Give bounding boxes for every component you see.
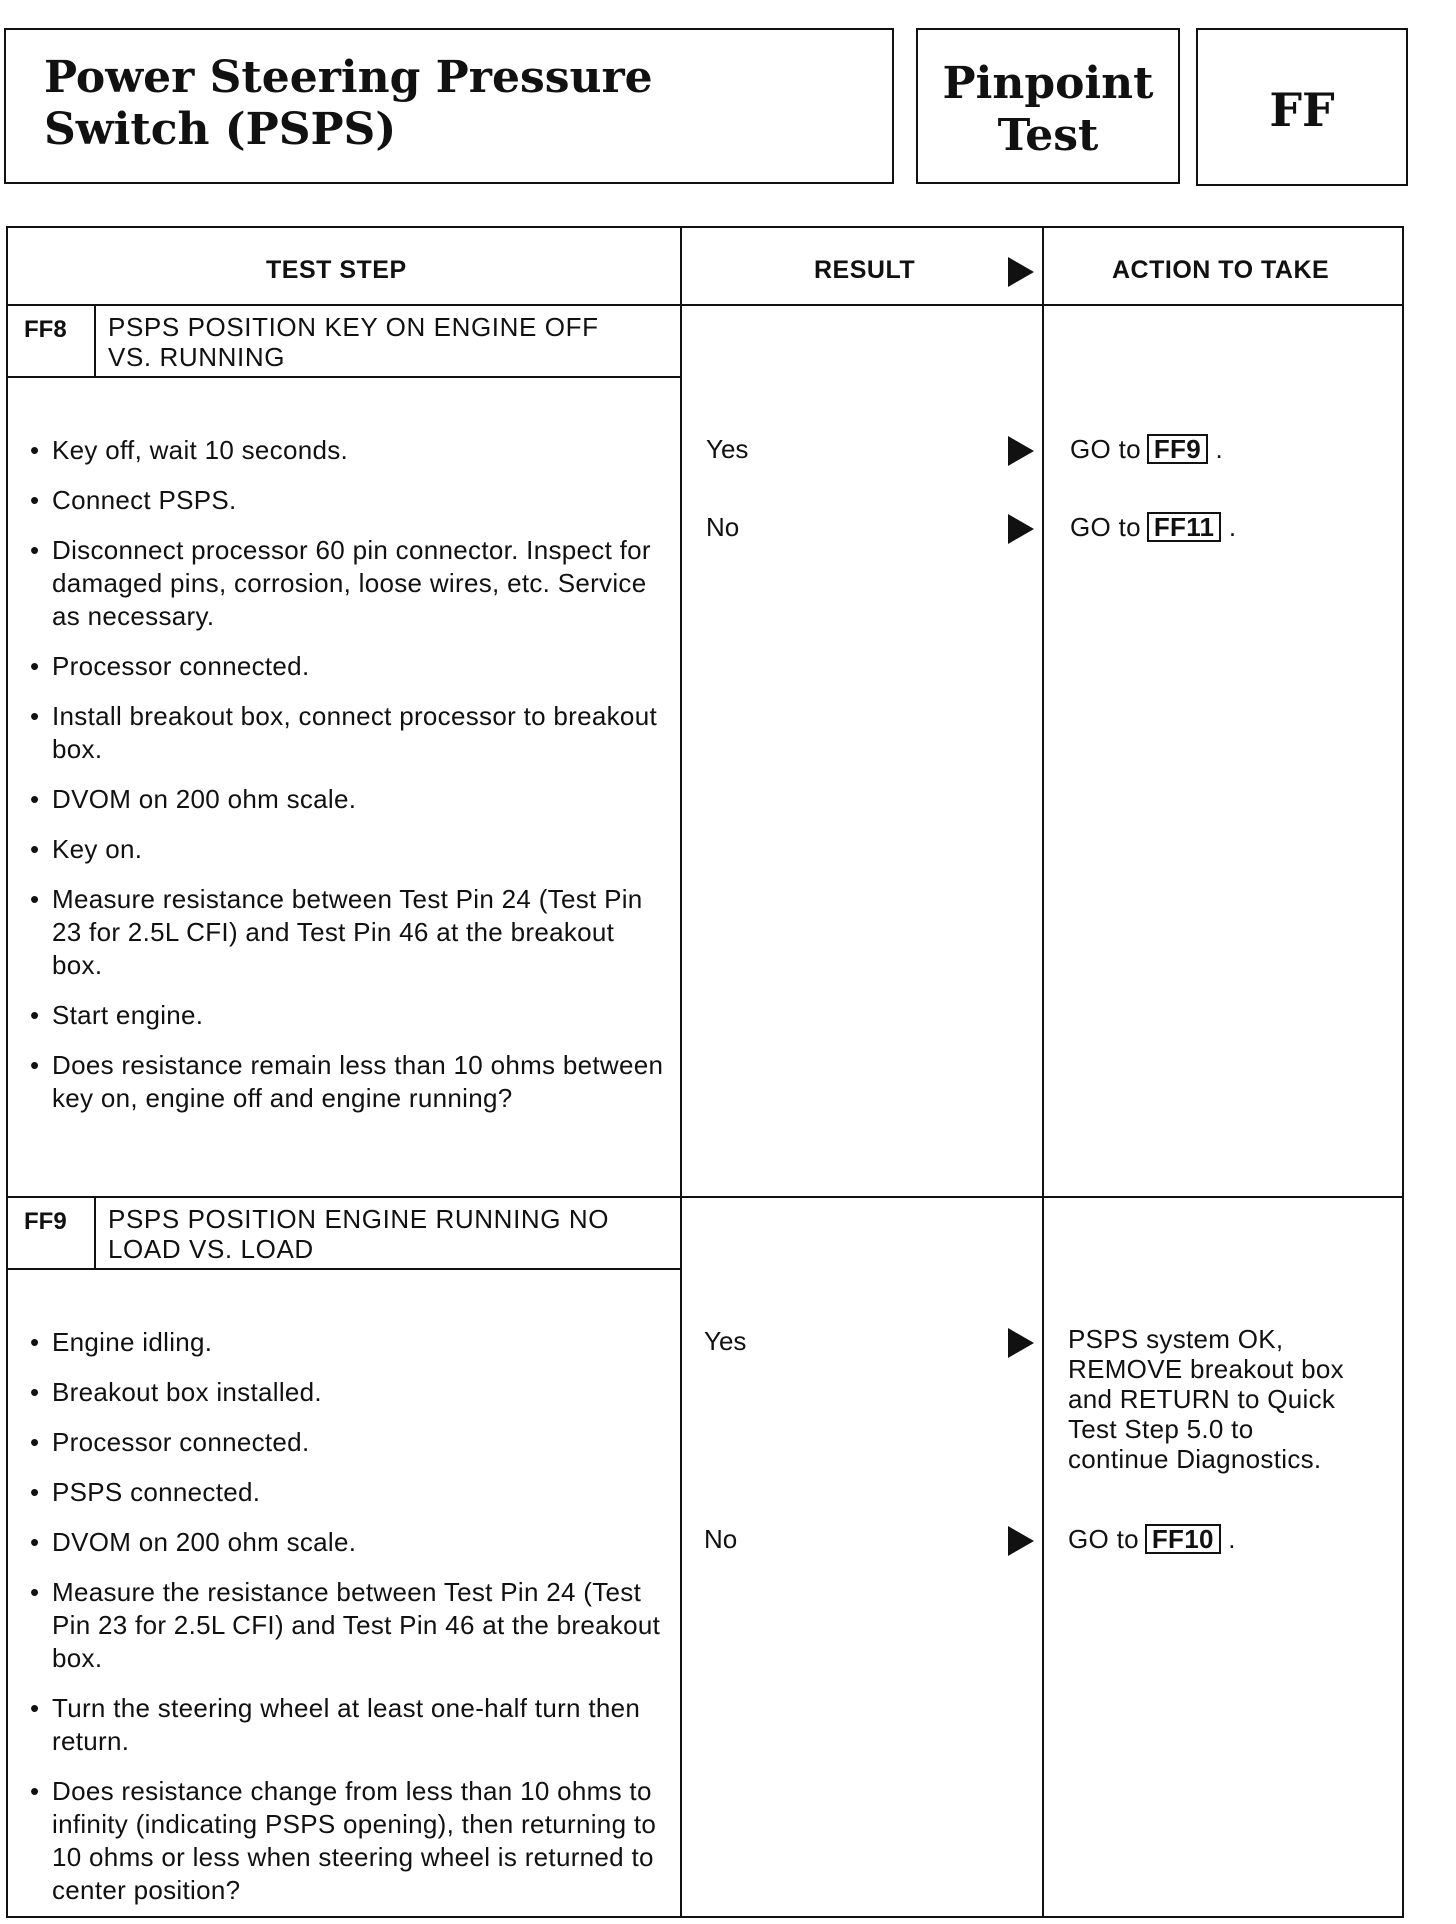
- step-id: FF8: [8, 306, 96, 378]
- step-title-line1: PSPS POSITION KEY ON ENGINE OFF: [108, 312, 599, 342]
- action-go-to: [1070, 434, 1223, 464]
- action-text: [1068, 1324, 1344, 1474]
- step-instructions: [28, 434, 668, 1132]
- step-reference-link[interactable]: FF9: [1147, 434, 1208, 464]
- test-type-box: [916, 28, 1180, 184]
- instruction-item: • Measure resistance between Test Pin 24 (Test Pin 23 for 2.5L CFI) and Test Pin 46 at the breakout box.: [28, 883, 668, 982]
- step-reference-link[interactable]: FF11: [1147, 512, 1221, 542]
- column-divider-action: [1042, 228, 1044, 1916]
- instruction-item: • Engine idling.: [28, 1326, 668, 1359]
- step-title-line1: PSPS POSITION ENGINE RUNNING NO: [108, 1204, 610, 1234]
- instruction-item: • Does resistance remain less than 10 ohms between key on, engine off and engine running?: [28, 1049, 668, 1115]
- result-no: No: [706, 512, 740, 542]
- action-text-line: and RETURN to Quick: [1068, 1384, 1336, 1414]
- test-type-line2: Test: [997, 110, 1099, 161]
- test-code-box: [1196, 28, 1408, 186]
- instruction-item: • Disconnect processor 60 pin connector. Inspect for damaged pins, corrosion, loose wires, etc. Service as necessary.: [28, 534, 668, 633]
- result-arrow-icon: [1008, 1328, 1034, 1358]
- result-yes: Yes: [704, 1326, 747, 1356]
- instruction-item: • Turn the steering wheel at least one-half turn then return.: [28, 1692, 668, 1758]
- instruction-item: • Connect PSPS.: [28, 484, 668, 517]
- instruction-item: • Does resistance change from less than 10 ohms to infinity (indicating PSPS opening), then returning to 10 ohms or less when steering wheel is returned to center position?: [28, 1775, 668, 1907]
- instruction-item: • PSPS connected.: [28, 1476, 668, 1509]
- column-header-action: ACTION TO TAKE: [1112, 256, 1330, 284]
- step-title-line2: VS. RUNNING: [108, 342, 286, 372]
- step-title: [108, 1204, 668, 1264]
- instruction-item: • Processor connected.: [28, 650, 668, 683]
- instruction-item: • Start engine.: [28, 999, 668, 1032]
- test-type-line1: Pinpoint: [942, 58, 1154, 109]
- instruction-item: • Key on.: [28, 833, 668, 866]
- pinpoint-test-table: [6, 226, 1404, 1918]
- instruction-item: • Install breakout box, connect processor to breakout box.: [28, 700, 668, 766]
- action-text-line: PSPS system OK,: [1068, 1324, 1284, 1354]
- header-divider: [8, 304, 1402, 306]
- step-title-line2: LOAD VS. LOAD: [108, 1234, 314, 1264]
- action-prefix: GO to: [1070, 434, 1141, 464]
- result-no: No: [704, 1524, 738, 1554]
- instruction-item: • Measure the resistance between Test Pin 24 (Test Pin 23 for 2.5L CFI) and Test Pin 46 at the breakout box.: [28, 1576, 668, 1675]
- step-title: [108, 312, 668, 372]
- instruction-item: • Breakout box installed.: [28, 1376, 668, 1409]
- action-text-line: Test Step 5.0 to: [1068, 1414, 1254, 1444]
- column-header-result: RESULT: [814, 256, 916, 284]
- result-arrow-icon: [1008, 514, 1034, 544]
- instruction-item: • DVOM on 200 ohm scale.: [28, 1526, 668, 1559]
- instruction-item: • Key off, wait 10 seconds.: [28, 434, 668, 467]
- column-divider-result: [680, 228, 682, 1916]
- instruction-item: • DVOM on 200 ohm scale.: [28, 783, 668, 816]
- column-header-test-step: TEST STEP: [266, 256, 407, 284]
- result-yes: Yes: [706, 434, 749, 464]
- step-instructions: [28, 1326, 668, 1924]
- action-text-line: continue Diagnostics.: [1068, 1444, 1322, 1474]
- page-title-line1: Power Steering Pressure: [44, 52, 653, 103]
- title-box: [4, 28, 894, 184]
- action-go-to: [1070, 512, 1236, 542]
- action-go-to: [1068, 1524, 1236, 1554]
- step-title-divider: [8, 1268, 680, 1270]
- action-suffix: .: [1228, 512, 1237, 542]
- action-text-line: REMOVE breakout box: [1068, 1354, 1344, 1384]
- action-suffix: .: [1228, 1524, 1236, 1554]
- action-prefix: GO to: [1068, 1524, 1139, 1554]
- step-reference-link[interactable]: FF10: [1145, 1524, 1221, 1554]
- step-title-divider: [8, 376, 680, 378]
- page-title-line2: Switch (PSPS): [44, 104, 397, 155]
- test-code: FF: [1269, 83, 1335, 137]
- result-arrow-icon: [1008, 257, 1034, 287]
- step-id: FF9: [8, 1198, 96, 1270]
- action-suffix: .: [1215, 434, 1224, 464]
- result-arrow-icon: [1008, 436, 1034, 466]
- instruction-item: • Processor connected.: [28, 1426, 668, 1459]
- step-divider: [8, 1196, 1402, 1198]
- result-arrow-icon: [1008, 1526, 1034, 1556]
- action-prefix: GO to: [1070, 512, 1141, 542]
